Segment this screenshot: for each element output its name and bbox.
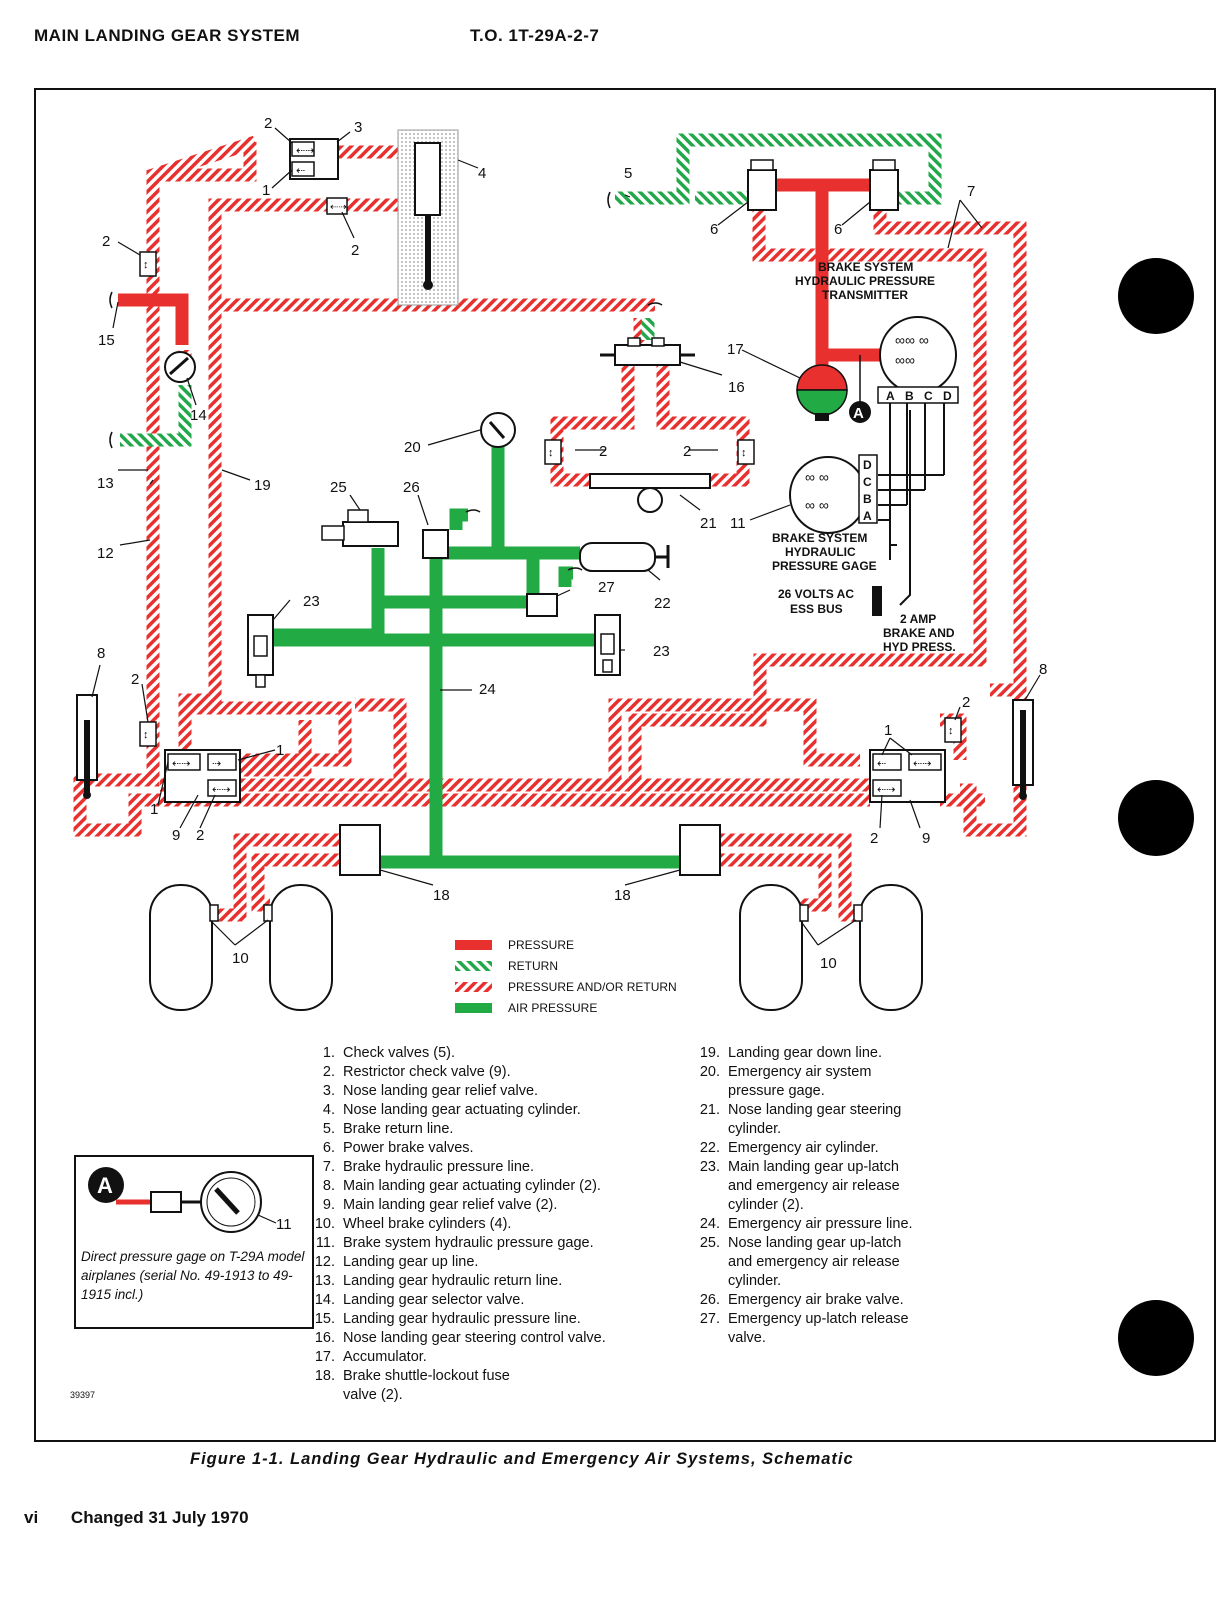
parts-item-text: Emergency air brake valve. xyxy=(728,1292,904,1308)
svg-text:∞ ∞: ∞ ∞ xyxy=(805,497,829,513)
parts-item-number: 11. xyxy=(315,1235,335,1251)
landing-gear-selector-valve xyxy=(165,352,195,382)
svg-text:A: A xyxy=(863,509,872,523)
parts-item-text: Landing gear selector valve. xyxy=(343,1292,525,1308)
brake-shuttle-valve-left xyxy=(340,825,380,875)
callout-2: 2 xyxy=(962,694,971,711)
parts-item-number: 25. xyxy=(699,1235,720,1251)
callout-14: 14 xyxy=(190,407,207,424)
svg-text:⇠⇢: ⇠⇢ xyxy=(212,784,231,796)
parts-item-text: Nose landing gear up-latch xyxy=(728,1235,902,1251)
parts-item-number: 9. xyxy=(322,1197,335,1213)
parts-item-text: Emergency air system xyxy=(728,1064,872,1080)
inset-detail-A xyxy=(74,1155,314,1329)
parts-item-text: valve (2). xyxy=(343,1387,403,1403)
callout-8: 8 xyxy=(1039,661,1048,678)
callout-4: 4 xyxy=(478,165,487,182)
parts-list-item xyxy=(690,1158,960,1177)
parts-item-text: Main landing gear relief valve (2). xyxy=(343,1197,558,1213)
callout-11: 11 xyxy=(730,515,746,532)
parts-item-number: 8. xyxy=(322,1178,335,1194)
svg-text:∞∞: ∞∞ xyxy=(895,352,915,368)
parts-list-item xyxy=(690,1063,960,1082)
parts-item-number: 23. xyxy=(699,1159,720,1175)
callout-6: 6 xyxy=(710,221,719,238)
parts-list-item xyxy=(690,1234,960,1253)
parts-list-item xyxy=(305,1196,690,1215)
parts-list-item xyxy=(305,1310,690,1329)
parts-list-item xyxy=(305,1120,690,1139)
callout-1: 1 xyxy=(262,182,271,199)
restrictor-check-valve-top xyxy=(327,198,347,214)
parts-list-item xyxy=(690,1120,960,1139)
svg-text:HYDRAULIC: HYDRAULIC xyxy=(785,545,856,559)
parts-item-text: Emergency up-latch release xyxy=(728,1311,909,1327)
parts-item-text: Accumulator. xyxy=(343,1349,427,1365)
svg-text:HYDRAULIC PRESSURE: HYDRAULIC PRESSURE xyxy=(795,274,936,288)
callout-9: 9 xyxy=(922,830,931,847)
inset-note: Direct pressure gage on T-29A model airplanes (serial No. 49-1913 to 49-1915 incl.) xyxy=(81,1249,305,1302)
parts-item-text: Wheel brake cylinders (4). xyxy=(343,1216,512,1232)
callout-27: 27 xyxy=(598,579,615,596)
parts-item-text: and emergency air release xyxy=(728,1254,900,1270)
parts-list-item xyxy=(305,1272,690,1291)
parts-item-number xyxy=(305,1386,343,1405)
parts-item-text: Nose landing gear steering control valve. xyxy=(343,1330,606,1346)
parts-item-number: 3. xyxy=(322,1083,335,1099)
parts-item-text: Landing gear up line. xyxy=(343,1254,479,1270)
parts-item-text: Nose landing gear steering xyxy=(728,1102,902,1118)
svg-text:⇠: ⇠ xyxy=(296,165,306,177)
callout-9: 9 xyxy=(172,827,181,844)
parts-list-item xyxy=(690,1329,960,1348)
svg-text:B: B xyxy=(905,389,914,403)
parts-item-text: Nose landing gear actuating cylinder. xyxy=(343,1102,581,1118)
parts-list-item xyxy=(305,1158,690,1177)
svg-text:BRAKE SYSTEM: BRAKE SYSTEM xyxy=(818,260,914,274)
svg-text:A: A xyxy=(97,1173,113,1198)
parts-list-item xyxy=(690,1291,960,1310)
emergency-air-brake-valve xyxy=(423,530,448,558)
callout-21: 21 xyxy=(700,515,717,532)
parts-list-item xyxy=(305,1234,690,1253)
svg-text:26 VOLTS AC: 26 VOLTS AC xyxy=(778,587,855,601)
parts-item-number: 2. xyxy=(322,1064,335,1080)
parts-item-number: 12. xyxy=(314,1254,335,1270)
pressure-lines xyxy=(118,185,885,375)
callout-18: 18 xyxy=(433,887,450,904)
restrictor-check-valve-left xyxy=(140,252,156,276)
svg-text:↕: ↕ xyxy=(948,725,954,737)
callout-25: 25 xyxy=(330,479,347,496)
callout-24: 24 xyxy=(479,681,496,698)
callout-2: 2 xyxy=(102,233,111,250)
svg-text:⇢: ⇢ xyxy=(212,758,222,770)
parts-item-number xyxy=(690,1272,728,1291)
parts-list-item xyxy=(305,1329,690,1348)
svg-text:⇠⇢: ⇠⇢ xyxy=(172,758,191,770)
parts-item-text: Brake system hydraulic pressure gage. xyxy=(343,1235,594,1251)
parts-item-number xyxy=(690,1196,728,1215)
parts-item-text: Restrictor check valve (9). xyxy=(343,1064,511,1080)
parts-item-text: Emergency air cylinder. xyxy=(728,1140,879,1156)
parts-list-item xyxy=(305,1044,690,1063)
inset-diagram xyxy=(76,1157,312,1247)
parts-list-left xyxy=(305,1044,690,1405)
parts-item-number: 15. xyxy=(314,1311,335,1327)
parts-list-item xyxy=(690,1082,960,1101)
parts-item-text: Main landing gear actuating cylinder (2). xyxy=(343,1178,601,1194)
parts-item-number: 22. xyxy=(699,1140,720,1156)
parts-item-text: Emergency air pressure line. xyxy=(728,1216,913,1232)
callout-6: 6 xyxy=(834,221,843,238)
parts-item-number xyxy=(690,1253,728,1272)
svg-text:⇠⇢: ⇠⇢ xyxy=(296,145,315,157)
callout-23: 23 xyxy=(303,593,320,610)
nose-gear-actuating-cylinder xyxy=(398,130,458,305)
svg-text:D: D xyxy=(863,458,872,472)
parts-item-text: Main landing gear up-latch xyxy=(728,1159,899,1175)
svg-text:A: A xyxy=(886,389,895,403)
callout-20: 20 xyxy=(404,439,421,456)
svg-text:B: B xyxy=(863,492,872,506)
parts-item-text: Landing gear hydraulic pressure line. xyxy=(343,1311,581,1327)
parts-list-item xyxy=(305,1386,690,1405)
header-document-number: T.O. 1T-29A-2-7 xyxy=(470,26,600,45)
svg-text:C: C xyxy=(924,389,933,403)
parts-item-number: 13. xyxy=(314,1273,335,1289)
callout-2: 2 xyxy=(599,443,608,460)
callout-2: 2 xyxy=(131,671,140,688)
parts-item-number: 19. xyxy=(699,1045,720,1061)
nose-gear-relief-valve xyxy=(290,139,338,179)
parts-item-number: 16. xyxy=(314,1330,335,1346)
svg-text:↕: ↕ xyxy=(143,729,149,741)
figure-number: 39397 xyxy=(70,1390,96,1400)
svg-text:2 AMP: 2 AMP xyxy=(900,612,937,626)
parts-item-text: and emergency air release xyxy=(728,1178,900,1194)
parts-item-text: cylinder. xyxy=(728,1273,782,1289)
callout-15: 15 xyxy=(98,332,115,349)
parts-item-text: Brake hydraulic pressure line. xyxy=(343,1159,535,1175)
parts-item-text: Brake shuttle-lockout fuse xyxy=(343,1368,510,1384)
parts-list-item xyxy=(305,1291,690,1310)
legend xyxy=(455,938,677,1015)
svg-text:∞ ∞: ∞ ∞ xyxy=(805,469,829,485)
callout-2: 2 xyxy=(196,827,205,844)
parts-list-item xyxy=(305,1082,690,1101)
svg-text:⇠⇢: ⇠⇢ xyxy=(330,202,347,213)
parts-item-number: 5. xyxy=(322,1121,335,1137)
power-brake-valve-left xyxy=(748,160,776,210)
callout-23: 23 xyxy=(653,643,670,660)
parts-list-item xyxy=(690,1196,960,1215)
svg-text:PRESSURE GAGE: PRESSURE GAGE xyxy=(772,559,877,573)
parts-item-text: Power brake valves. xyxy=(343,1140,474,1156)
main-uplatch-cylinder-right xyxy=(595,615,620,675)
parts-list-item xyxy=(690,1101,960,1120)
parts-item-text: cylinder. xyxy=(728,1121,782,1137)
parts-item-text: Nose landing gear relief valve. xyxy=(343,1083,539,1099)
callout-1: 1 xyxy=(150,801,159,818)
parts-list-item xyxy=(690,1215,960,1234)
callout-12: 12 xyxy=(97,545,114,562)
parts-item-number: 14. xyxy=(314,1292,335,1308)
parts-item-text: cylinder (2). xyxy=(728,1197,804,1213)
parts-item-number xyxy=(690,1120,728,1139)
callout-18: 18 xyxy=(614,887,631,904)
callout-19: 19 xyxy=(254,477,271,494)
svg-text:HYD PRESS.: HYD PRESS. xyxy=(883,640,956,654)
parts-list-item xyxy=(690,1253,960,1272)
parts-list-item xyxy=(305,1253,690,1272)
callout-3: 3 xyxy=(354,119,363,136)
accumulator xyxy=(797,365,847,421)
parts-item-number: 7. xyxy=(322,1159,335,1175)
svg-text:A: A xyxy=(853,405,864,422)
parts-item-number xyxy=(690,1329,728,1348)
svg-text:BRAKE AND: BRAKE AND xyxy=(883,626,955,640)
parts-item-number xyxy=(690,1177,728,1196)
callout-10: 10 xyxy=(232,950,249,967)
callout-2: 2 xyxy=(870,830,879,847)
parts-item-number xyxy=(690,1082,728,1101)
parts-list-item xyxy=(305,1177,690,1196)
parts-list-item xyxy=(305,1215,690,1234)
nose-uplatch-cylinder xyxy=(322,510,398,546)
callout-A-marker xyxy=(849,355,871,423)
figure-caption: Figure 1-1. Landing Gear Hydraulic and Emergency Air Systems, Schematic xyxy=(190,1450,854,1468)
parts-list-item xyxy=(690,1139,960,1158)
parts-list-item xyxy=(690,1272,960,1291)
parts-item-number: 24. xyxy=(699,1216,720,1232)
parts-item-text: Landing gear down line. xyxy=(728,1045,882,1061)
parts-list-item xyxy=(305,1101,690,1120)
callout-2: 2 xyxy=(264,115,273,132)
parts-item-number: 21. xyxy=(699,1102,720,1118)
callout-8: 8 xyxy=(97,645,106,662)
parts-list-right xyxy=(690,1044,960,1348)
parts-item-number: 1. xyxy=(322,1045,335,1061)
svg-text:AIR PRESSURE: AIR PRESSURE xyxy=(508,1001,598,1015)
parts-list-item xyxy=(690,1177,960,1196)
svg-text:⇠⇢: ⇠⇢ xyxy=(913,758,932,770)
callout-26: 26 xyxy=(403,479,420,496)
brake-shuttle-valve-right xyxy=(680,825,720,875)
callout-16: 16 xyxy=(728,379,745,396)
svg-text:C: C xyxy=(863,475,872,489)
main-uplatch-cylinder-left xyxy=(248,615,273,687)
callout-7: 7 xyxy=(967,183,976,200)
svg-text:PRESSURE AND/OR RETURN: PRESSURE AND/OR RETURN xyxy=(508,980,677,994)
callout-5: 5 xyxy=(624,165,633,182)
parts-item-number: 6. xyxy=(322,1140,335,1156)
svg-text:↕: ↕ xyxy=(143,259,149,271)
page-footer xyxy=(24,1508,277,1528)
nose-steering-control-valve xyxy=(600,338,695,365)
callout-17: 17 xyxy=(727,341,744,358)
svg-text:↕: ↕ xyxy=(548,447,554,459)
callout-2: 2 xyxy=(683,443,692,460)
parts-list-item xyxy=(690,1044,960,1063)
callout-10: 10 xyxy=(820,955,837,972)
svg-text:↕: ↕ xyxy=(741,447,747,459)
parts-item-text: pressure gage. xyxy=(728,1083,825,1099)
power-brake-valve-right xyxy=(870,160,898,210)
parts-item-text: Check valves (5). xyxy=(343,1045,456,1061)
callout-1: 1 xyxy=(276,742,285,759)
parts-item-number: 10. xyxy=(314,1216,335,1232)
callout-1: 1 xyxy=(884,722,893,739)
callout-22: 22 xyxy=(654,595,671,612)
parts-item-number: 20. xyxy=(699,1064,720,1080)
parts-item-text: valve. xyxy=(728,1330,766,1346)
svg-text:⇠: ⇠ xyxy=(877,758,887,770)
svg-text:ESS BUS: ESS BUS xyxy=(790,602,843,616)
svg-text:BRAKE SYSTEM: BRAKE SYSTEM xyxy=(772,531,868,545)
callout-2: 2 xyxy=(351,242,360,259)
parts-list-item xyxy=(305,1063,690,1082)
svg-text:⇠⇢: ⇠⇢ xyxy=(877,784,896,796)
parts-item-number: 27. xyxy=(699,1311,720,1327)
svg-text:11: 11 xyxy=(276,1216,292,1233)
parts-item-text: Brake return line. xyxy=(343,1121,454,1137)
page-number: vi xyxy=(24,1508,39,1527)
line-break-marks xyxy=(110,192,662,570)
parts-list-item xyxy=(305,1367,690,1386)
parts-item-text: Landing gear hydraulic return line. xyxy=(343,1273,563,1289)
svg-text:∞∞ ∞: ∞∞ ∞ xyxy=(895,332,929,348)
emergency-uplatch-release-valve xyxy=(527,594,557,616)
parts-list-item xyxy=(305,1348,690,1367)
parts-list-item xyxy=(305,1139,690,1158)
svg-text:PRESSURE: PRESSURE xyxy=(508,938,575,952)
parts-item-number: 18. xyxy=(314,1368,335,1384)
parts-list-item xyxy=(690,1310,960,1329)
brake-pressure-gage xyxy=(772,455,877,573)
svg-text:D: D xyxy=(943,389,952,403)
svg-text:TRANSMITTER: TRANSMITTER xyxy=(822,288,908,302)
header-section-title: MAIN LANDING GEAR SYSTEM xyxy=(34,26,301,45)
callout-13: 13 xyxy=(97,475,114,492)
emergency-air-cylinder xyxy=(580,543,668,571)
svg-text:RETURN: RETURN xyxy=(508,959,558,973)
parts-item-number: 17. xyxy=(314,1349,335,1365)
main-gear-actuating-cylinder-right xyxy=(1013,700,1033,800)
change-date: Changed 31 July 1970 xyxy=(70,1508,249,1527)
emergency-air-gage xyxy=(481,413,515,447)
parts-item-number: 4. xyxy=(322,1102,335,1118)
parts-item-number: 26. xyxy=(699,1292,720,1308)
